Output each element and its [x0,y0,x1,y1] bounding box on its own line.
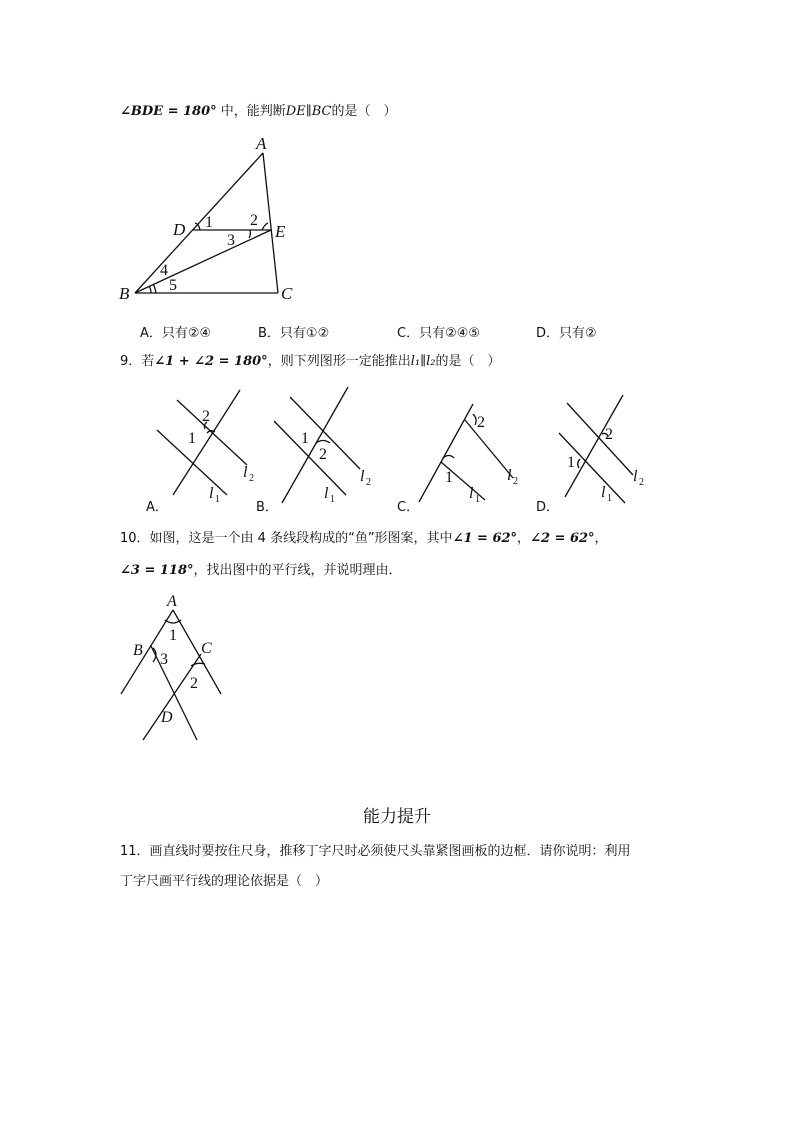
q9-option-d: D． [536,500,560,515]
q9a-angle-1: 1 [188,430,196,447]
q8-angle-sum: ∠BDE = 180° [120,104,217,119]
q8-angle-4: 4 [160,262,168,279]
q9-figure-a [145,385,275,510]
q11-question-line2: 丁字尺画平行线的理论依据是（ ） [120,874,329,889]
q9-figure-d [553,385,683,510]
q11-question-line1: 11．画直线时要按住尺身，推移丁字尺时必须使尺头靠紧图画板的边框．请你说明：利用 [120,844,631,859]
q10-angle3: ∠3 = 118° [120,563,194,578]
q10-sep2: ， [594,531,608,546]
q8-end: 的是（ ） [331,104,397,119]
q9c-angle-2: 2 [477,414,485,431]
q9d-l2-sub: 2 [639,477,644,488]
q10-angle1: ∠1 = 62° [452,531,518,546]
q9-condition: ∠1 + ∠2 = 180° [154,354,268,369]
q8-label-A: A [256,134,267,153]
q9c-l1: l [469,485,474,502]
q10-angle-2: 2 [190,675,198,692]
q8-question-tail [120,103,396,121]
q9-option-c: C． [397,500,420,515]
q10-text: 10．如图，这是一个由 4 条线段构成的“鱼”形图案，其中 [120,531,453,546]
q8-option-a: A．只有②④ [140,326,212,341]
q9d-angle-2: 2 [605,426,613,443]
section-title: 能力提升 [363,807,431,827]
q9b-l1: l [324,485,329,502]
q8-angle-1: 1 [205,214,213,231]
q8-option-d: D．只有② [536,326,597,341]
q9a-l1: l [209,485,214,502]
q9a-l2-sub: 2 [249,473,254,484]
q9d-l1-sub: 1 [607,493,612,504]
q9b-l2-sub: 2 [366,477,371,488]
q9a-angle-2: 2 [202,408,210,425]
q8-option-b: B．只有①② [258,326,330,341]
q10-label-A: A [167,593,177,610]
q9c-l1-sub: 1 [475,494,480,505]
q9b-angle-2: 2 [319,446,327,463]
q9-end: 的是（ ） [435,354,501,369]
q10-label-C: C [201,640,212,657]
q9b-l1-sub: 1 [330,494,335,505]
q9c-l2: l [507,467,512,484]
q9b-angle-1: 1 [301,430,309,447]
q10-fish-figure [115,592,245,742]
q10-question-line2 [120,562,402,580]
q10-text2: ，找出图中的平行线，并说明理由． [193,563,402,578]
q8-label-C: C [281,284,293,303]
q9d-l1: l [601,484,606,501]
q10-angle2: ∠2 = 62° [530,531,595,546]
q8-option-c: C．只有②④⑤ [397,326,481,341]
q10-angle-3: 3 [160,651,168,668]
q10-question-line1 [120,530,608,548]
q8-angle-2: 2 [250,212,258,229]
q9c-angle-1: 1 [445,469,453,486]
q8-triangle-figure [115,135,315,305]
q9-figure-b [268,385,398,510]
q10-angle-1: 1 [169,627,177,644]
q10-sep1: ， [517,531,531,546]
q9-prefix: 9．若 [120,354,155,369]
q8-angle-5: 5 [169,277,177,294]
q9-option-b: B． [256,500,278,515]
q9a-l1-sub: 1 [215,494,220,505]
q8-label-B: B [119,284,130,303]
q9-question [120,353,500,371]
q9d-angle-1: 1 [567,454,575,471]
q9-conclusion: l₁∥l₂ [410,354,436,369]
q9b-l2: l [360,468,365,485]
q8-label-E: E [275,222,286,241]
q8-label-D: D [173,220,186,239]
q9-figure-c [405,400,535,525]
q9c-l2-sub: 2 [513,476,518,487]
q10-label-B: B [133,642,143,659]
q8-angle-3: 3 [227,232,235,249]
q9d-l2: l [633,468,638,485]
q8-text: 中，能判断 [216,104,286,119]
q10-label-D: D [161,709,173,726]
q9-option-a: A． [146,500,168,515]
q9-mid: ，则下列图形一定能推出 [267,354,411,369]
q9a-l2: l [243,464,248,481]
q8-parallel: DE∥BC [285,104,332,119]
